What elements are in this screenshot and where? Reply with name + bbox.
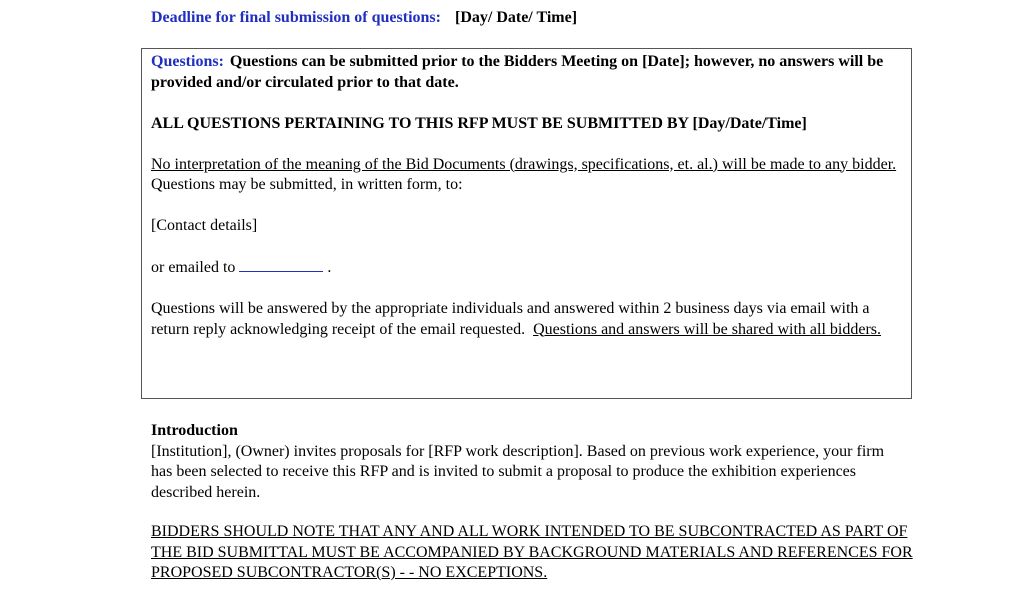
bidders-note: BIDDERS SHOULD NOTE THAT ANY AND ALL WORK INTENDED TO BE SUBCONTRACTED AS PART OF THE BID SUBMITTAL MUST BE ACCOMPANIED BY BACKGROUND MATERIALS AND REFERENCES FOR PROPOSED SUBCONTRACTOR(S) - - NO EXCEPTIONS. xyxy=(151,523,913,581)
answered-text: Questions will be answered by the appropriate individuals and answered within 2 business days via email with a return reply acknowledging receipt of the email requested. xyxy=(151,300,870,338)
emailed-suffix: . xyxy=(327,259,332,276)
questions-label: Questions: xyxy=(151,53,224,70)
introduction-body: [Institution], (Owner) invites proposals for [RFP work description]. Based on previous work experience, your firm has been selected to receive this RFP and is invited to submit a proposal to produce the exhibition experiences described herein. xyxy=(151,442,885,501)
contact-details: [Contact details] xyxy=(151,217,258,234)
interpretation-underlined: No interpretation of the meaning of the Bid Documents (drawings, specifications, et. al.) will be made to any bidder. xyxy=(151,155,897,173)
emailed-prefix: or emailed to xyxy=(151,259,236,276)
email-blank-field xyxy=(239,257,323,272)
all-questions-notice: ALL QUESTIONS PERTAINING TO THIS RFP MUST BE SUBMITTED BY [Day/Date/Time] xyxy=(151,114,807,132)
answered-underlined: Questions and answers will be shared with all bidders. xyxy=(533,320,882,338)
answered-paragraph xyxy=(151,299,907,340)
questions-box xyxy=(141,48,912,399)
interpretation-rest: Questions may be submitted, in written form, to: xyxy=(151,176,463,193)
introduction-section xyxy=(151,421,891,503)
deadline-line xyxy=(151,8,577,28)
deadline-label: Deadline for final submission of questions: xyxy=(151,9,441,26)
questions-lead-text: Questions can be submitted prior to the Bidders Meeting on [Date]; however, no answers will be provided and/or circulated prior to that date. xyxy=(151,53,884,91)
emailed-line xyxy=(151,257,907,279)
questions-lead xyxy=(151,52,907,93)
interpretation-paragraph xyxy=(151,155,907,196)
introduction-heading: Introduction xyxy=(151,422,238,439)
deadline-value: [Day/ Date/ Time] xyxy=(454,9,578,26)
